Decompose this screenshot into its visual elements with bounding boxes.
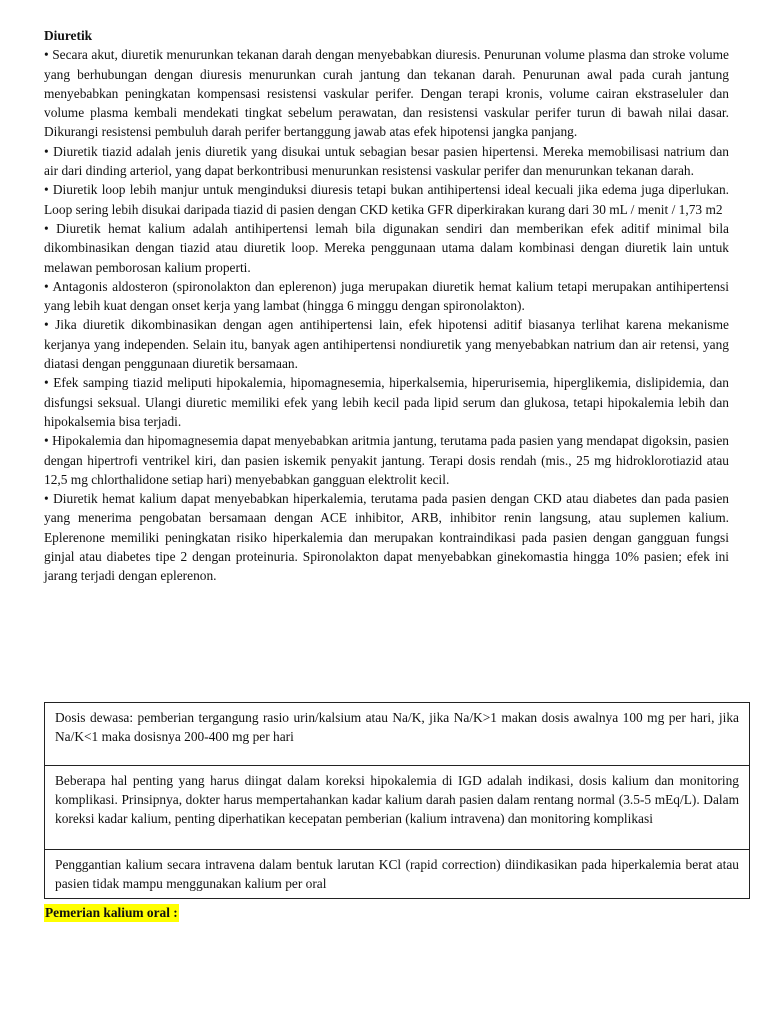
document-body <box>44 26 729 586</box>
paragraph: • Hipokalemia dan hipomagnesemia dapat menyebabkan aritmia jantung, terutama pada pasien yang mendapat digoksin, pasien dengan hipertrofi ventrikel kiri, dan pasien iskemik penyakit jantung. Terapi dosis rendah (mis., 25 mg hidroklorotiazid atau 12,5 mg chlorthalidone setiap hari) menyebabkan gangguan elektrolit kecil. <box>44 433 729 487</box>
paragraph: • Diuretik hemat kalium adalah antihipertensi lemah bila digunakan sendiri dan memberikan efek aditif minimal bila dikombinasikan dengan tiazid atau diuretik loop. Mereka penggunaan utama dalam kombinasi dengan diuretik lain untuk melawan pemborosan kalium properti. <box>44 220 729 275</box>
paragraph: • Antagonis aldosteron (spironolakton dan eplerenon) juga merupakan diuretik hemat kalium tetapi merupakan antihipertensi yang lebih kuat dengan onset kerja yang lambat (hingga 6 minggu dengan spironolakton). <box>44 278 729 314</box>
info-box-dosage: Dosis dewasa: pemberian tergangung rasio urin/kalsium atau Na/K, jika Na/K>1 makan dosis awalnya 100 mg per hari, jika Na/K<1 maka dosisnya 200-400 mg per hari <box>55 710 739 744</box>
info-box-hypokalemia-correction: Beberapa hal penting yang harus diingat dalam koreksi hipokalemia di IGD adalah indikasi, dosis kalium dan monitoring komplikasi. Prinsipnya, dokter harus mempertahankan kadar kalium darah pasien dalam rentang normal (3.5-5 mEq/L). Dalam koreksi kadar kalium, penting diperhatikan kecepatan pemberian (kalium intravena) dan monitoring komplikasi <box>45 765 749 849</box>
paragraph: • Secara akut, diuretik menurunkan tekanan darah dengan menyebabkan diuresis. Penurunan volume plasma dan stroke volume yang berhubungan dengan diuresis menurunkan curah jantung dan tekanan darah. Penurunan awal pada curah jantung menyebabkan peningkatan kompensasi resistensi vaskular perifer. Dengan terapi kronis, volume cairan ekstraseluler dan volume plasma kembali mendekati tingkat sebelum perawatan, dan resistensi vaskular perifer turun di bawah nilai dasar. Dikurangi resistensi pembuluh darah perifer bertanggung jawab atas efek hipotensi jangka panjang. <box>44 47 729 140</box>
info-box-table <box>44 702 750 899</box>
paragraph: • Diuretik tiazid adalah jenis diuretik yang disukai untuk sebagian besar pasien hipertensi. Mereka memobilisasi natrium dan air dari dinding arteriol, yang dapat berkontribusi menurunkan resistensi vaskular perifer dan menurunkan tekanan darah. <box>44 143 729 179</box>
paragraph: • Jika diuretik dikombinasikan dengan agen antihipertensi lain, efek hipotensi aditif biasanya terlihat karena mekanisme kerjanya yang independen. Selain itu, banyak agen antihipertensi nondiuretik yang menyebabkan natrium dan air retensi, yang diatasi dengan penggunaan diuretik bersamaan. <box>44 317 729 372</box>
paragraph: • Diuretik hemat kalium dapat menyebabkan hiperkalemia, terutama pada pasien dengan CKD atau diabetes dan pada pasien yang menerima pengobatan bersamaan dengan ACE inhibitor, ARB, inhibitor renin langsung, atau suplemen kalium. Eplerenone memiliki peningkatan risiko hiperkalemia dan merupakan kontraindikasi pada pasien dengan gangguan fungsi ginjal atau diabetes tipe 2 dengan proteinuria. Spironolakton dapat menyebabkan ginekomastia hingga 10% pasien; efek ini jarang terjadi dengan eplerenon. <box>44 491 729 584</box>
highlighted-heading: Pemerian kalium oral : <box>45 905 178 920</box>
info-box-intravenous-potassium: Penggantian kalium secara intravena dalam bentuk larutan KCl (rapid correction) diindikasikan pada hiperkalemia berat atau pasien tidak mampu menggunakan kalium per oral <box>45 849 749 898</box>
paragraph: • Diuretik loop lebih manjur untuk menginduksi diuresis tetapi bukan antihipertensi ideal kecuali jika edema juga diperlukan. Loop sering lebih disukai daripada tiazid di pasien dengan CKD ketika GFR diperkirakan kurang dari 30 mL / menit / 1,73 m2 <box>44 182 729 217</box>
document-title: Diuretik <box>44 28 93 43</box>
paragraph: • Efek samping tiazid meliputi hipokalemia, hipomagnesemia, hiperkalsemia, hiperurisemia, hiperglikemia, dislipidemia, dan disfungsi seksual. Ulangi diuretic memiliki efek yang lebih kecil pada lipid serum dan glukosa, tetapi hipokalemia lebih dan hipokalsemia bisa terjadi. <box>44 375 729 429</box>
